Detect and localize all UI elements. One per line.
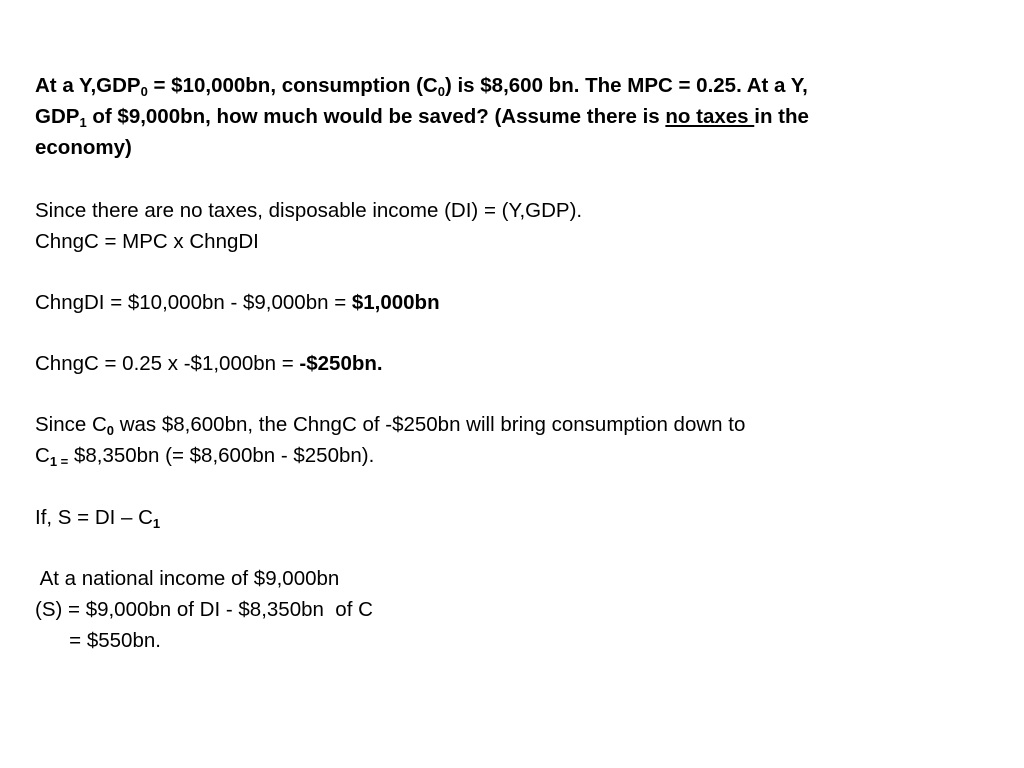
solution-line-2: ChngC = MPC x ChngDI [35, 230, 259, 253]
no-taxes-emphasis: no taxes [665, 105, 755, 128]
solution-line-3: ChngDI = $10,000bn - $9,000bn = $1,000bn [35, 291, 440, 314]
solution-line-4: ChngC = 0.25 x -$1,000bn = -$250bn. [35, 352, 383, 375]
question-line-2: $GDP_1$ of $9,000bn, how much would be saved? (Assume there is no taxes in the [35, 105, 809, 130]
solution-line-9: (S) = $9,000bn of DI - $8,350bn of C [35, 598, 373, 621]
question-line-3: economy) [35, 136, 132, 159]
solution-line-6: $C_{1 =}$ $8,350bn (= $8,600bn - $250bn). [35, 444, 375, 469]
question-line-1: At a $Y,GDP_0$ = $10,000bn, consumption $(C_0)$ is $8,600 bn. The MPC = 0.25. At a Y, [35, 74, 808, 99]
solution-line-10: = $550bn. [35, 629, 161, 652]
solution-line-1: Since there are no taxes, disposable income (DI) = (Y,GDP). [35, 199, 583, 222]
solution-line-8: At a national income of $9,000bn [35, 567, 340, 590]
solution-line-7: If, S = DI – $C_1$ [35, 506, 161, 531]
solution-line-5: Since $C_0$ was $8,600bn, the ChngC of -$250bn will bring consumption down to [35, 413, 746, 438]
